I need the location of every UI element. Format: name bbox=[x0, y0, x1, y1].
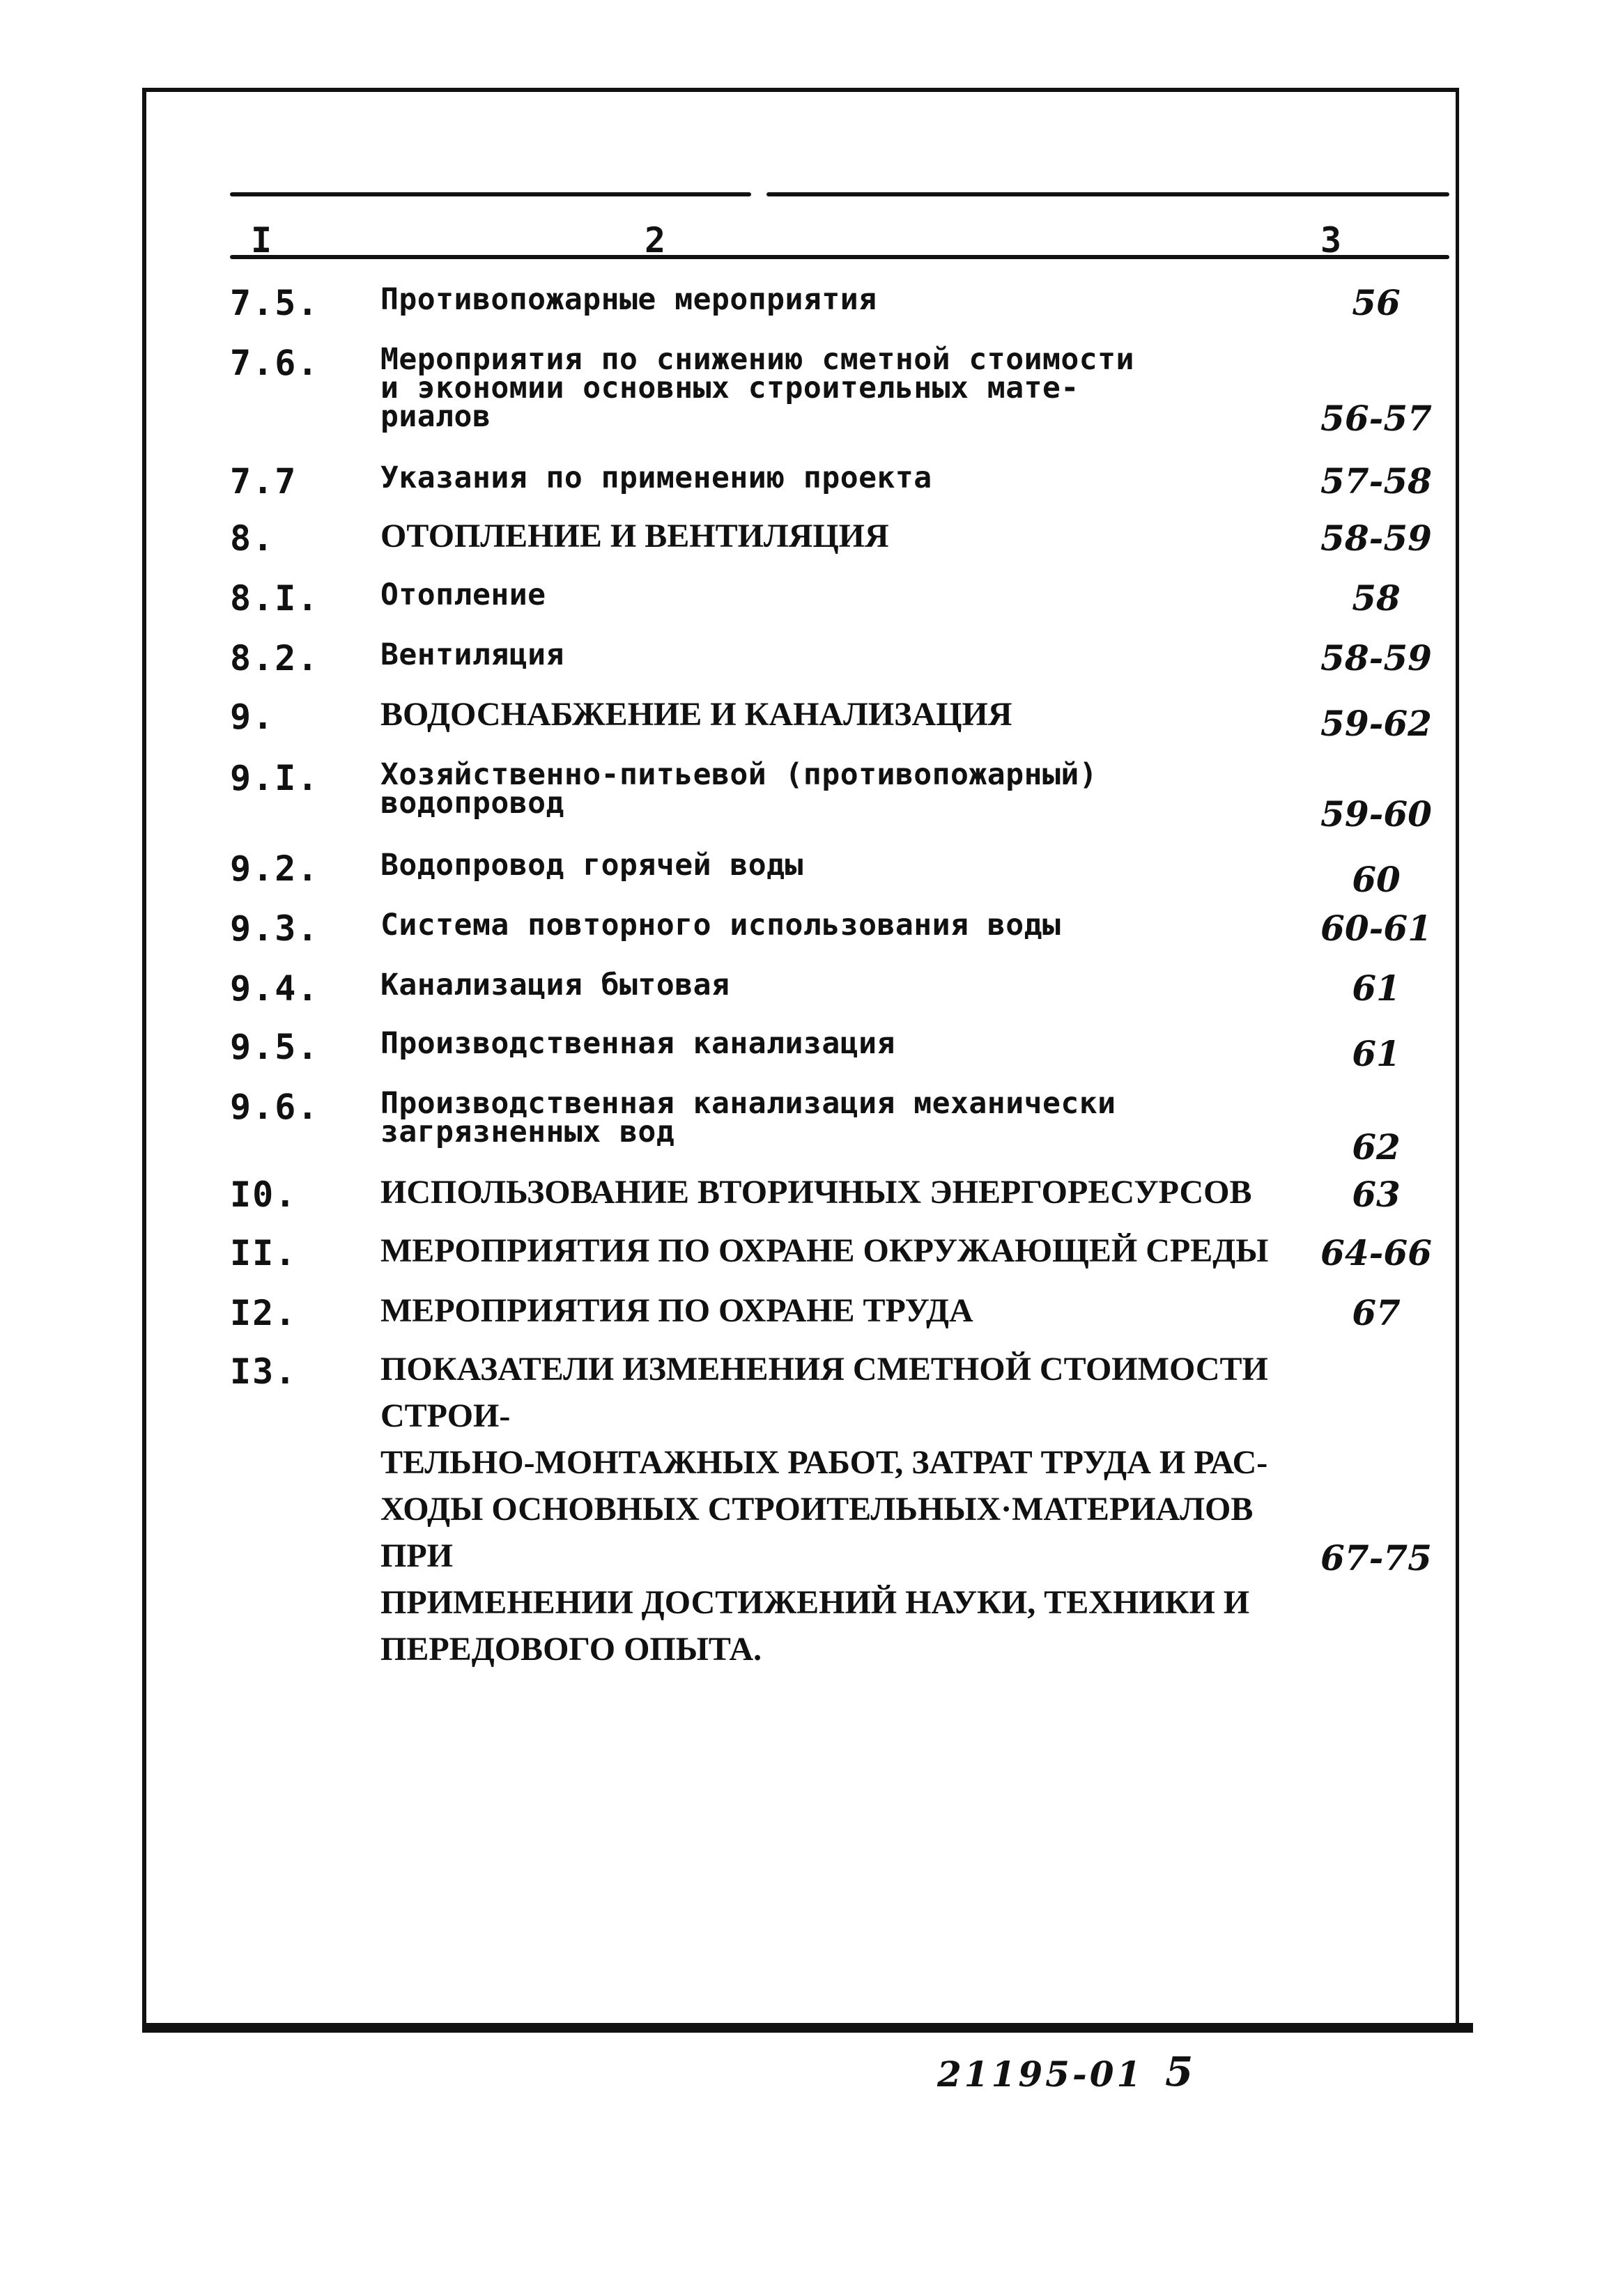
section-number: 7.5. bbox=[230, 283, 320, 323]
page-range: 59-62 bbox=[1320, 703, 1432, 744]
page-range: 60-61 bbox=[1320, 908, 1432, 949]
section-number: 9.5. bbox=[230, 1027, 320, 1067]
section-number: 9.I. bbox=[230, 758, 320, 798]
section-title: Мероприятия по снижению сметной стоимости и экономии основных строительных мате- риалов bbox=[380, 342, 1134, 434]
section-title: МЕРОПРИЯТИЯ ПО ОХРАНЕ ОКРУЖАЮЩЕЙ СРЕДЫ bbox=[380, 1232, 1269, 1269]
section-title: Хозяйственно-питьевой (противопожарный) водопровод bbox=[380, 757, 1098, 821]
section-title: ОТОПЛЕНИЕ И ВЕНТИЛЯЦИЯ bbox=[380, 518, 889, 554]
page-range: 61 bbox=[1352, 1033, 1401, 1074]
section-number: I2. bbox=[230, 1293, 298, 1333]
section-title: ИСПОЛЬЗОВАНИЕ ВТОРИЧНЫХ ЭНЕРГОРЕСУРСОВ bbox=[380, 1174, 1252, 1211]
page-range: 58-59 bbox=[1320, 518, 1432, 559]
page-number: 5 bbox=[1165, 2048, 1194, 2095]
page-range: 60 bbox=[1352, 859, 1401, 900]
section-number: I0. bbox=[230, 1174, 298, 1215]
section-number: 9.3. bbox=[230, 908, 320, 949]
page-range: 56-57 bbox=[1320, 398, 1432, 439]
header-top-line bbox=[230, 192, 751, 196]
section-title: МЕРОПРИЯТИЯ ПО ОХРАНЕ ТРУДА bbox=[380, 1292, 973, 1329]
document-code: 21195-01 bbox=[937, 2054, 1144, 2095]
section-title: ПОКАЗАТЕЛИ ИЗМЕНЕНИЯ СМЕТНОЙ СТОИМОСТИ СТРОИ- ТЕЛЬНО-МОНТАЖНЫХ РАБОТ, ЗАТРАТ ТРУДА И РАС- ХОДЫ ОСНОВНЫХ СТРОИТЕЛЬНЫХ·МАТЕРИАЛОВ ПРИ ПРИМЕНЕНИИ ДОСТИЖЕНИЙ НАУКИ, ТЕХНИКИ И ПЕРЕДОВОГО ОПЫТА. bbox=[380, 1351, 1268, 1668]
page-range: 59-60 bbox=[1320, 793, 1432, 835]
header-top-line-right bbox=[766, 192, 1449, 196]
section-title: Канализация бытовая bbox=[380, 968, 730, 1002]
section-title: Вентиляция bbox=[380, 637, 564, 672]
page-range: 57-58 bbox=[1320, 460, 1432, 502]
section-title: Производственная канализация механически загрязненных вод bbox=[380, 1086, 1116, 1149]
section-number: 8.I. bbox=[230, 578, 320, 619]
section-title: ВОДОСНАБЖЕНИЕ И КАНАЛИЗАЦИЯ bbox=[380, 696, 1012, 733]
column-2-header: 2 bbox=[645, 220, 666, 261]
page-range: 61 bbox=[1352, 968, 1401, 1009]
section-title: Противопожарные мероприятия bbox=[380, 282, 877, 317]
page-range: 67 bbox=[1352, 1292, 1401, 1333]
page-range: 63 bbox=[1352, 1174, 1401, 1215]
section-number: II. bbox=[230, 1233, 298, 1273]
header-bottom-line bbox=[230, 255, 1449, 259]
section-title: Водопровод горячей воды bbox=[380, 848, 803, 883]
section-number: 7.7 bbox=[230, 461, 298, 502]
page-range: 62 bbox=[1352, 1126, 1401, 1168]
section-number: 9.6. bbox=[230, 1087, 320, 1127]
page-range: 56 bbox=[1352, 282, 1401, 323]
section-title: Производственная канализация bbox=[380, 1026, 895, 1061]
page-range: 67-75 bbox=[1320, 1537, 1432, 1578]
section-number: 7.6. bbox=[230, 343, 320, 383]
section-number: 9.4. bbox=[230, 968, 320, 1009]
section-title: Система повторного использования воды bbox=[380, 908, 1061, 943]
column-3-header: 3 bbox=[1320, 220, 1342, 261]
section-number: 9.2. bbox=[230, 848, 320, 889]
page-range: 58-59 bbox=[1320, 637, 1432, 678]
page-range: 64-66 bbox=[1320, 1232, 1432, 1273]
frame-bottom-border bbox=[142, 2023, 1473, 2033]
column-1-header: I bbox=[251, 220, 272, 261]
section-number: I3. bbox=[230, 1351, 298, 1392]
section-number: 8. bbox=[230, 518, 275, 559]
section-title: Отопление bbox=[380, 577, 546, 612]
page-range: 58 bbox=[1352, 577, 1401, 619]
section-number: 9. bbox=[230, 697, 275, 737]
section-number: 8.2. bbox=[230, 638, 320, 678]
section-title: Указания по применению проекта bbox=[380, 460, 932, 495]
